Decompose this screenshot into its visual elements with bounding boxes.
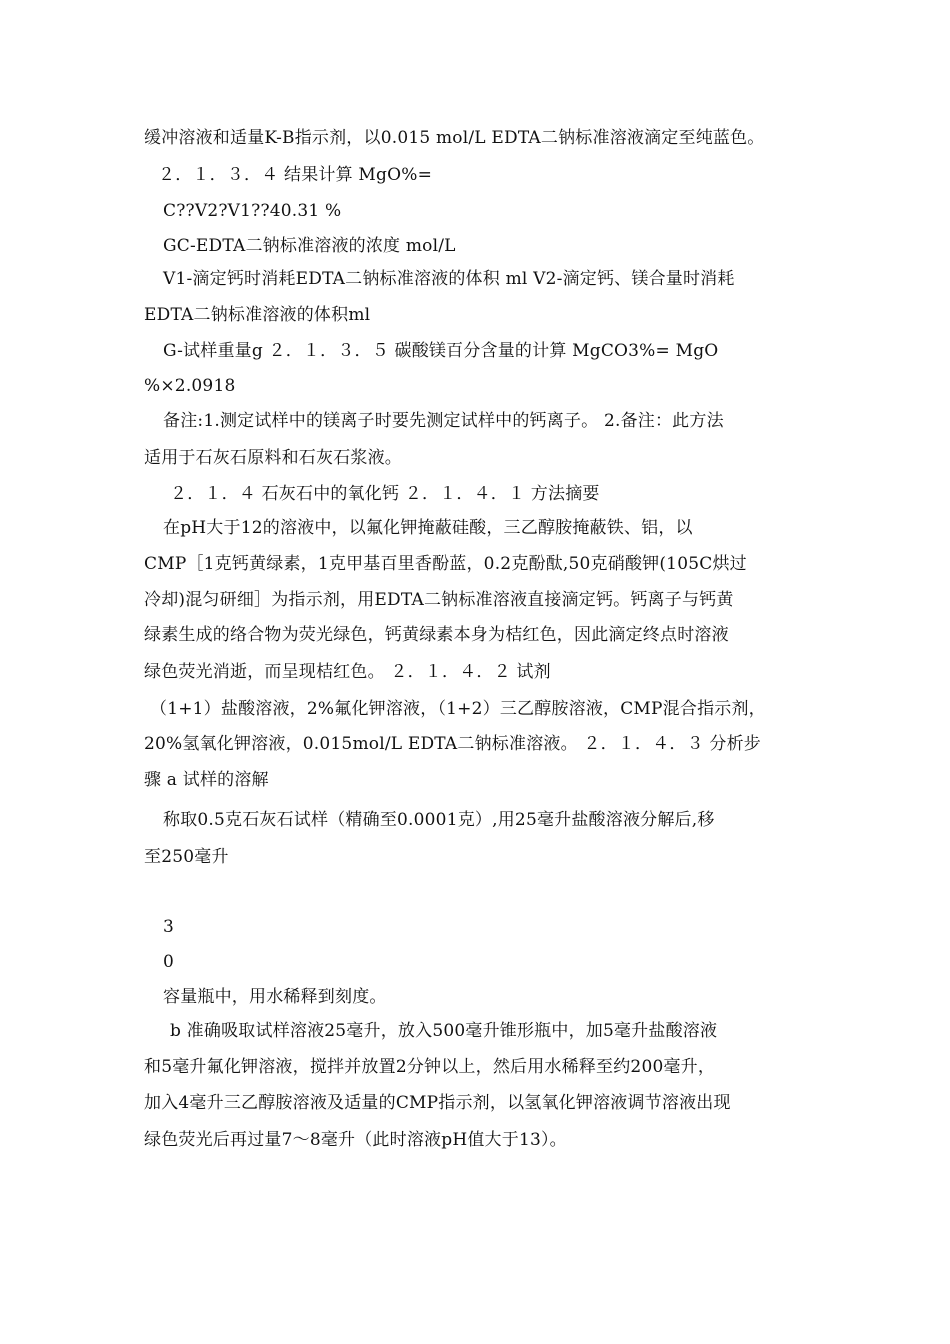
- text-line: 缓冲溶液和适量K-B指示剂，以0.015 mol/L EDTA二钠标准溶液滴定至纯蓝色。: [144, 128, 765, 148]
- text-line: GC-EDTA二钠标准溶液的浓度 mol/L: [163, 236, 456, 256]
- page-number-digit: 3: [163, 917, 175, 937]
- text-line: 20%氢氧化钾溶液，0.015mol/L EDTA二钠标准溶液。 ２．１．４．３ 分析步: [144, 734, 761, 754]
- text-line: 适用于石灰石原料和石灰石浆液。: [144, 448, 402, 468]
- text-line: 备注:1.测定试样中的镁离子时要先测定试样中的钙离子。 2.备注：此方法: [163, 411, 724, 431]
- text-line: 在pH大于12的溶液中，以氟化钾掩蔽硅酸，三乙醇胺掩蔽铁、铝，以: [163, 518, 693, 538]
- text-line: 绿色荧光后再过量7～8毫升（此时溶液pH值大于13）。: [144, 1130, 567, 1150]
- text-line: G-试样重量g ２．１．３．５ 碳酸镁百分含量的计算 MgCO3%= MgO: [163, 341, 719, 361]
- section-heading: ２．１．４ 石灰石中的氧化钙 ２．１．４．１ 方法摘要: [170, 484, 600, 504]
- text-line: 容量瓶中，用水稀释到刻度。: [163, 987, 387, 1007]
- text-line: EDTA二钠标准溶液的体积ml: [144, 305, 371, 325]
- text-line: b 准确吸取试样溶液25毫升，放入500毫升锥形瓶中，加5毫升盐酸溶液: [170, 1021, 718, 1041]
- text-line: C??V2?V1??40.31 %: [163, 201, 342, 221]
- text-line: 绿素生成的络合物为荧光绿色，钙黄绿素本身为桔红色，因此滴定终点时溶液: [144, 625, 729, 645]
- text-line: 加入4毫升三乙醇胺溶液及适量的CMP指示剂，以氢氧化钾溶液调节溶液出现: [144, 1093, 731, 1113]
- text-line: 称取0.5克石灰石试样（精确至0.0001克）,用25毫升盐酸溶液分解后,移: [163, 810, 715, 830]
- text-line: 绿色荧光消逝，而呈现桔红色。 ２．１．４．２ 试剂: [144, 662, 551, 682]
- text-line: （1+1）盐酸溶液，2%氟化钾溶液，（1+2）三乙醇胺溶液，CMP混合指示剂，: [150, 699, 766, 719]
- text-line: ２．１．３．４ 结果计算 MgO%=: [158, 165, 433, 185]
- text-line: 冷却)混匀研细］为指示剂，用EDTA二钠标准溶液直接滴定钙。钙离子与钙黄: [144, 590, 734, 610]
- text-line: 和5毫升氟化钾溶液，搅拌并放置2分钟以上，然后用水稀释至约200毫升，: [144, 1057, 716, 1077]
- text-line: 至250毫升: [144, 847, 229, 867]
- text-line: %×2.0918: [144, 376, 236, 396]
- text-line: V1-滴定钙时消耗EDTA二钠标准溶液的体积 ml V2-滴定钙、镁合量时消耗: [163, 269, 735, 289]
- text-line: CMP［1克钙黄绿素，1克甲基百里香酚蓝，0.2克酚酞,50克硝酸钾(105C烘过: [144, 554, 747, 574]
- page-number-digit: 0: [163, 952, 175, 972]
- text-line: 骤 a 试样的溶解: [144, 770, 269, 790]
